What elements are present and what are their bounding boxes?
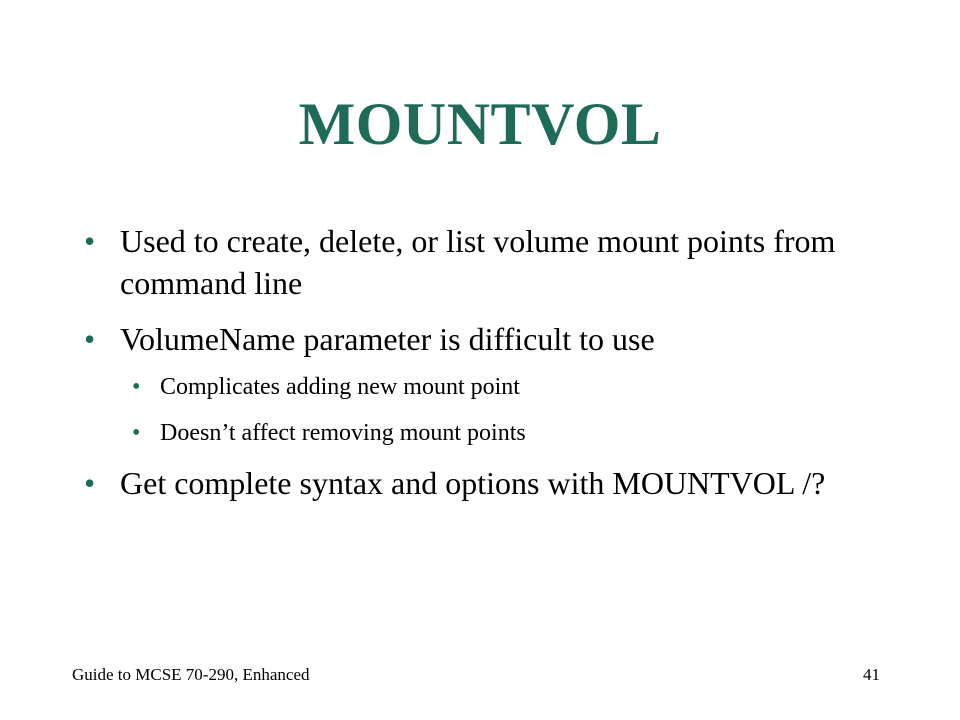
sub-bullet-icon: •: [132, 420, 141, 446]
bullet-icon: •: [84, 321, 96, 357]
slide-title: MOUNTVOL: [298, 91, 662, 157]
bullet-text: Used to create, delete, or list volume mount points from command line: [120, 223, 836, 301]
footer-course-title: Guide to MCSE 70-290, Enhanced: [72, 665, 310, 684]
sub-bullet-text: Complicates adding new mount point: [160, 374, 520, 400]
sub-bullet-text: Doesn’t affect removing mount points: [160, 420, 526, 446]
footer-page-number: 41: [863, 665, 880, 684]
sub-bullet-item: [132, 371, 852, 403]
bullet-text: Get complete syntax and options with MOUNTVOL /?: [120, 465, 826, 501]
sub-bullet-item: [132, 417, 852, 449]
bullet-item: [84, 220, 884, 304]
bullet-icon: •: [84, 223, 96, 259]
bullet-text: VolumeName parameter is difficult to use: [120, 321, 655, 357]
bullet-item: [84, 318, 884, 360]
bullet-icon: •: [84, 465, 96, 501]
sub-bullet-icon: •: [132, 374, 141, 400]
bullet-item: [84, 462, 884, 546]
